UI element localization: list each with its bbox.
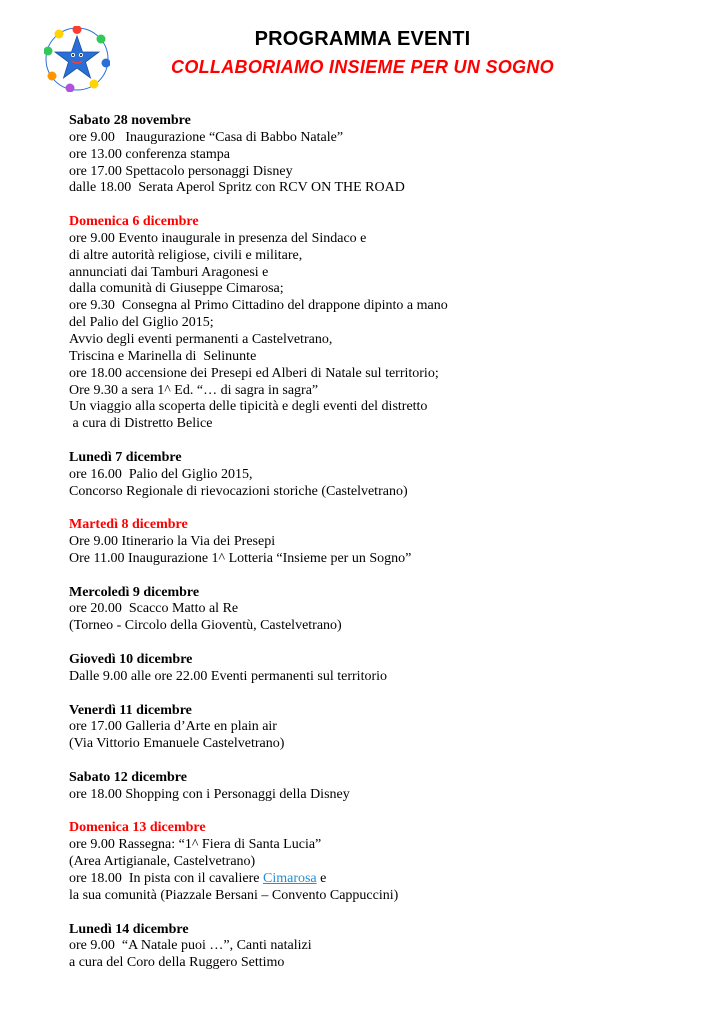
event-line: dalle 18.00 Serata Aperol Spritz con RCV ON THE ROAD: [69, 180, 405, 196]
event-line: [69, 871, 679, 888]
event-day: [69, 517, 679, 568]
event-line: ore 18.00 Shopping con i Personaggi della Disney: [69, 786, 350, 802]
event-line: Concorso Regionale di rievocazioni storiche (Castelvetrano): [69, 483, 408, 499]
event-day-title: Mercoledì 9 dicembre: [69, 584, 200, 600]
event-line: (Via Vittorio Emanuele Castelvetrano): [69, 736, 285, 752]
event-line: a cura di Distretto Belice: [69, 416, 213, 432]
event-line: (Torneo - Circolo della Gioventù, Castelvetrano): [69, 618, 342, 634]
event-day: [69, 703, 679, 754]
event-line: dalla comunità di Giuseppe Cimarosa;: [69, 281, 284, 297]
event-line: (Area Artigianale, Castelvetrano): [69, 854, 256, 870]
event-day-title: Domenica 6 dicembre: [69, 214, 199, 230]
event-day: [69, 652, 679, 686]
event-day-title: Domenica 13 dicembre: [69, 820, 206, 836]
event-line: Triscina e Marinella di Selinunte: [69, 348, 257, 364]
event-day: [69, 113, 679, 197]
event-day: [69, 585, 679, 636]
event-line-text: ore 18.00 In pista con il cavaliere: [69, 870, 263, 886]
event-day: [69, 922, 679, 973]
event-line: Avvio degli eventi permanenti a Castelvetrano,: [69, 331, 333, 347]
event-line: di altre autorità religiose, civili e militare,: [69, 247, 303, 263]
event-line: Dalle 9.00 alle ore 22.00 Eventi permanenti sul territorio: [69, 668, 388, 684]
event-day-title: Martedì 8 dicembre: [69, 517, 188, 533]
event-day-title: Venerdì 11 dicembre: [69, 702, 192, 718]
event-line: ore 13.00 conferenza stampa: [69, 146, 230, 162]
page-title: PROGRAMMA EVENTI: [254, 28, 471, 50]
event-day: [69, 820, 679, 904]
cimarosa-link[interactable]: Cimarosa: [262, 870, 317, 886]
event-line: ore 9.00 “A Natale puoi …”, Canti natalizi: [69, 938, 312, 954]
event-day-title: Lunedì 7 dicembre: [69, 449, 182, 465]
event-line: ore 17.00 Spettacolo personaggi Disney: [69, 163, 293, 179]
event-line: ore 20.00 Scacco Matto al Re: [69, 601, 239, 617]
event-day-title: Sabato 28 novembre: [69, 113, 191, 128]
event-line: a cura del Coro della Ruggero Settimo: [69, 955, 285, 971]
event-day-title: Sabato 12 dicembre: [69, 769, 187, 785]
event-day-title: Lunedì 14 dicembre: [69, 921, 189, 937]
event-line: ore 9.00 Inaugurazione “Casa di Babbo Natale”: [69, 129, 344, 145]
event-line: ore 9.30 Consegna al Primo Cittadino del drappone dipinto a mano: [69, 298, 448, 314]
event-line: Ore 9.30 a sera 1^ Ed. “… di sagra in sagra”: [69, 382, 319, 398]
event-line: la sua comunità (Piazzale Bersani – Convento Cappuccini): [69, 887, 399, 903]
event-line: ore 9.00 Rassegna: “1^ Fiera di Santa Lucia”: [69, 837, 322, 853]
event-line: del Palio del Giglio 2015;: [69, 315, 214, 331]
event-line: ore 17.00 Galleria d’Arte en plain air: [69, 719, 277, 735]
star-logo-icon: [44, 26, 110, 92]
event-day: [69, 214, 679, 433]
event-day: [69, 450, 679, 501]
event-line: Un viaggio alla scoperta delle tipicità e degli eventi del distretto: [69, 399, 428, 415]
event-line: Ore 11.00 Inaugurazione 1^ Lotteria “Insieme per un Sogno”: [69, 550, 412, 566]
events-program: [69, 113, 679, 989]
event-line: ore 18.00 accensione dei Presepi ed Alberi di Natale sul territorio;: [69, 365, 439, 381]
event-line: ore 16.00 Palio del Giglio 2015,: [69, 466, 253, 482]
event-day: [69, 770, 679, 804]
event-line-text: e: [316, 870, 327, 886]
event-line: Ore 9.00 Itinerario la Via dei Presepi: [69, 534, 276, 550]
event-day-title: Giovedì 10 dicembre: [69, 652, 193, 667]
page-subtitle: COLLABORIAMO INSIEME PER UN SOGNO: [171, 57, 554, 77]
event-line: ore 9.00 Evento inaugurale in presenza del Sindaco e: [69, 230, 367, 246]
event-line: annunciati dai Tamburi Aragonesi e: [69, 264, 269, 280]
